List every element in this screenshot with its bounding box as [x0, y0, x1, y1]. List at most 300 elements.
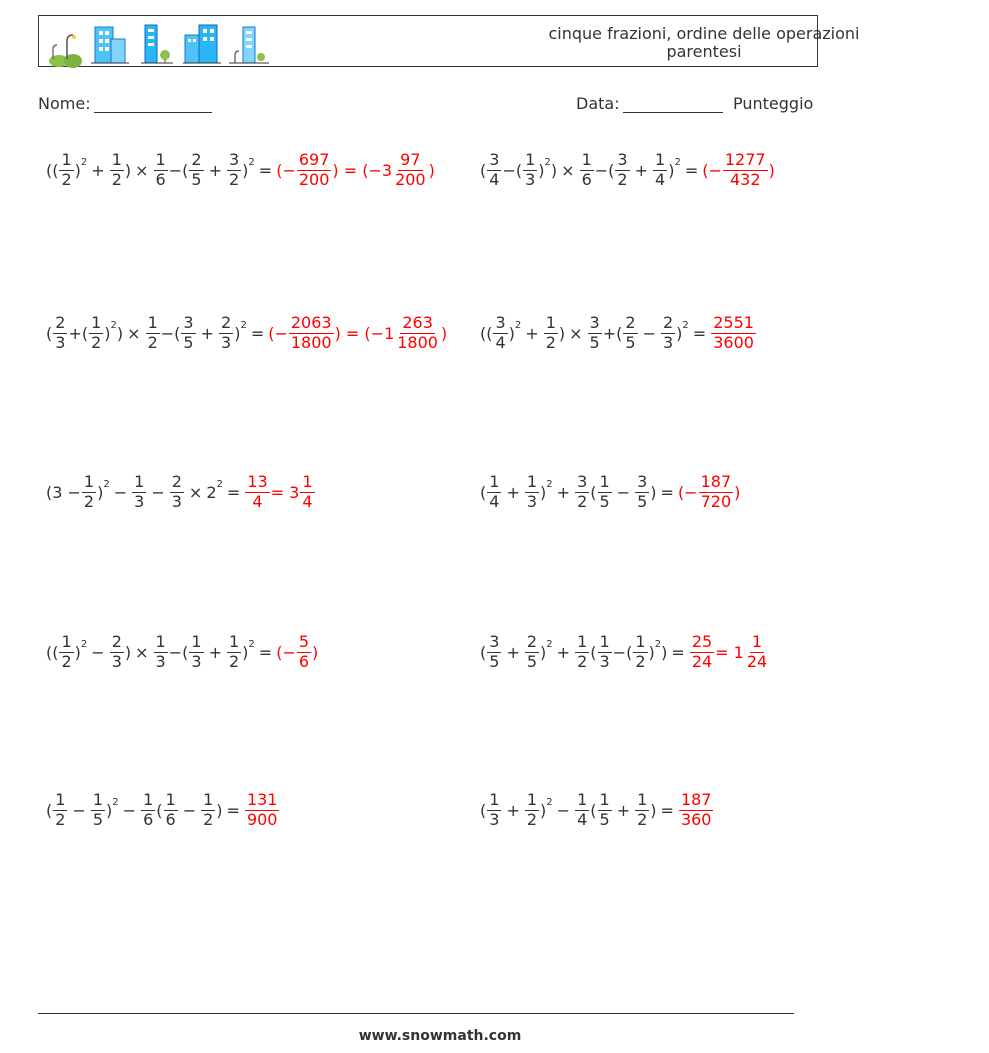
paren-text: −(: [168, 642, 189, 662]
numerator: 1: [599, 631, 610, 651]
paren-text: +(: [68, 323, 89, 343]
denominator: 2: [545, 332, 556, 352]
fraction: [297, 149, 332, 189]
paren-text: ): [106, 800, 113, 820]
numerator: 2: [111, 631, 122, 651]
paren-text: (: [46, 800, 53, 820]
paren-text: ): [74, 160, 81, 180]
numerator: 1: [302, 471, 313, 491]
paren-text: −(: [612, 642, 633, 662]
denominator: 6: [155, 169, 166, 189]
denominator: 4: [577, 809, 588, 829]
paren-text: ): [550, 160, 558, 180]
name-label: Nome:: [38, 94, 91, 113]
exponent: 2: [674, 156, 681, 168]
operator: −: [72, 800, 86, 820]
exponent: 2: [654, 638, 662, 650]
answer-text: ): [428, 160, 435, 180]
paren-text: −(: [594, 160, 615, 180]
numerator: 2: [625, 312, 636, 332]
fraction: [635, 789, 649, 829]
numerator: 1: [489, 471, 500, 491]
fraction: [487, 471, 501, 511]
numerator: 1: [83, 471, 95, 491]
answer: [677, 471, 741, 511]
numerator: 3: [489, 149, 500, 169]
numerator: 1: [203, 789, 214, 809]
paren-text: (: [480, 160, 487, 180]
answer: [244, 789, 281, 829]
fraction: [575, 789, 589, 829]
paren-text: (: [590, 642, 597, 662]
operator: =: [226, 800, 240, 820]
exponent: 2: [546, 796, 553, 808]
paren-text: −(: [502, 160, 523, 180]
fraction: [661, 312, 675, 352]
paren-text: ): [242, 160, 249, 180]
numerator: 1: [751, 631, 763, 651]
numerator: 187: [680, 789, 712, 809]
fraction: [53, 789, 67, 829]
math-problem: [46, 622, 318, 682]
denominator: 2: [111, 169, 122, 189]
paren-text: (: [590, 800, 597, 820]
fraction: [132, 471, 146, 511]
math-problem: [46, 780, 280, 840]
fraction: [487, 631, 501, 671]
denominator: 720: [700, 491, 732, 511]
paren-text: ): [676, 323, 683, 343]
denominator: 2: [228, 651, 240, 671]
answer-text: (−: [677, 482, 698, 502]
paren-text: (: [46, 323, 53, 343]
operator: +: [506, 482, 520, 502]
paren-text: ): [650, 800, 657, 820]
paren-text: ): [124, 160, 132, 180]
answer-text: (−: [276, 160, 296, 180]
denominator: 2: [203, 809, 214, 829]
paren-text: ): [116, 323, 124, 343]
math-problem: [46, 140, 435, 200]
numerator: 97: [400, 149, 421, 169]
paren-text: ((: [46, 642, 59, 662]
numerator: 1: [637, 789, 648, 809]
numerator: 1: [155, 149, 166, 169]
paren-text: ): [538, 160, 545, 180]
numerator: 1: [635, 631, 646, 651]
fraction: [598, 631, 612, 671]
numerator: 1: [581, 149, 592, 169]
operator: +: [616, 800, 631, 820]
fraction: [154, 631, 168, 671]
fraction: [623, 312, 637, 352]
denominator: 5: [92, 809, 104, 829]
denominator: 3: [191, 651, 202, 671]
math-problem: [480, 140, 775, 200]
operator: −: [182, 800, 197, 820]
denominator: 200: [395, 169, 426, 189]
numerator: 1: [525, 149, 536, 169]
math-problem: [480, 303, 757, 363]
numerator: 1277: [724, 149, 766, 169]
denominator: 3: [489, 809, 500, 829]
fraction: [141, 789, 155, 829]
footer-url: www.snowmath.com: [358, 1028, 522, 1044]
numerator: 2063: [290, 312, 332, 332]
denominator: 2: [61, 651, 72, 671]
numerator: 1: [599, 471, 610, 491]
paren-text: 2: [206, 482, 217, 502]
fraction: [525, 631, 539, 671]
paren-text: ): [97, 482, 104, 502]
fraction: [53, 312, 67, 352]
office-building-icon: [91, 21, 129, 65]
fraction: [544, 312, 558, 352]
math-problem: [480, 462, 740, 522]
fraction: [525, 471, 539, 511]
exponent: 2: [80, 156, 88, 168]
fraction: [615, 149, 629, 189]
denominator: 2: [55, 809, 66, 829]
denominator: 5: [589, 332, 600, 352]
paren-text: ): [558, 323, 566, 343]
operator: −: [642, 323, 656, 343]
fraction: [59, 631, 73, 671]
score-label: Punteggio: [733, 94, 814, 113]
fraction: [82, 471, 96, 511]
fraction: [110, 149, 124, 189]
denominator: 3: [111, 651, 122, 671]
paren-text: ((: [46, 160, 59, 180]
numerator: 1: [165, 789, 176, 809]
math-problem: [480, 780, 714, 840]
fraction: [598, 789, 612, 829]
fraction: [146, 312, 160, 352]
worksheet-header: [38, 15, 860, 67]
denominator: 4: [655, 169, 666, 189]
denominator: 3: [171, 491, 182, 511]
numerator: 3: [228, 149, 240, 169]
paren-text: (: [480, 482, 487, 502]
worksheet-title: [419, 25, 989, 61]
answer-text: ): [768, 160, 775, 180]
apartment-building-icon: [183, 21, 221, 65]
numerator: 1: [545, 312, 556, 332]
operator: =: [250, 323, 265, 343]
paren-text: (: [480, 642, 487, 662]
fraction: [201, 789, 215, 829]
math-problem: [46, 462, 316, 522]
numerator: 2551: [713, 312, 754, 332]
exponent: 2: [240, 319, 247, 331]
score-field: [733, 94, 813, 113]
numerator: 2: [191, 149, 202, 169]
paren-text: ): [540, 800, 547, 820]
paren-text: ): [124, 642, 132, 662]
math-problem: [46, 303, 447, 363]
numerator: 2: [55, 312, 66, 332]
fraction: [588, 312, 602, 352]
numerator: 1: [526, 789, 538, 809]
fraction: [580, 149, 594, 189]
paren-text: ): [661, 642, 668, 662]
numerator: 1: [147, 312, 158, 332]
paren-text: (: [480, 800, 487, 820]
paren-text: ((: [480, 323, 493, 343]
numerator: 3: [577, 471, 588, 491]
paren-text: (3 −: [46, 482, 81, 502]
operator: =: [671, 642, 685, 662]
operator: ×: [561, 160, 575, 180]
exponent: 2: [514, 319, 522, 331]
numerator: 3: [589, 312, 600, 332]
answer-text: ): [734, 482, 741, 502]
fraction: [723, 149, 768, 189]
answer-text: ) = (−1: [334, 323, 395, 343]
title-line-2: parentesi: [666, 42, 742, 61]
exponent: 2: [248, 638, 255, 650]
answer-text: (−: [276, 642, 296, 662]
fraction: [493, 312, 507, 352]
operator: −: [616, 482, 631, 502]
numerator: 3: [495, 312, 506, 332]
denominator: 1800: [397, 332, 438, 352]
fraction: [598, 471, 612, 511]
fraction: [289, 312, 334, 352]
fraction: [487, 149, 501, 189]
paren-text: ): [74, 642, 81, 662]
paren-text: −(: [160, 323, 181, 343]
denominator: 2: [228, 169, 240, 189]
denominator: 2: [635, 651, 646, 671]
answer: [276, 631, 319, 671]
paren-text: ): [216, 800, 223, 820]
operator: ×: [127, 323, 141, 343]
numerator: 1: [655, 149, 666, 169]
denominator: 360: [680, 809, 712, 829]
answer: [689, 631, 770, 671]
numerator: 1: [143, 789, 154, 809]
fraction: [653, 149, 667, 189]
denominator: 2: [577, 651, 588, 671]
denominator: 5: [637, 491, 648, 511]
name-blank: [94, 96, 212, 113]
paren-text: ): [234, 323, 241, 343]
fraction: [635, 471, 649, 511]
denominator: 3: [526, 491, 538, 511]
tower-lamp-icon: [229, 21, 269, 65]
fraction: [297, 631, 311, 671]
denominator: 5: [489, 651, 500, 671]
operator: +: [634, 160, 648, 180]
denominator: 4: [489, 491, 500, 511]
exponent: 2: [682, 319, 689, 331]
denominator: 5: [599, 491, 610, 511]
tower-tree-icon: [141, 21, 173, 65]
paren-text: −(: [168, 160, 189, 180]
fraction: [393, 149, 428, 189]
operator: +: [91, 160, 105, 180]
answer: [678, 789, 715, 829]
numerator: 1: [191, 631, 202, 651]
denominator: 24: [691, 651, 713, 671]
numerator: 1: [134, 471, 145, 491]
fraction: [575, 471, 589, 511]
date-blank: [623, 96, 723, 113]
fraction: [227, 149, 241, 189]
denominator: 432: [729, 169, 761, 189]
numerator: 1: [55, 789, 66, 809]
operator: =: [226, 482, 241, 502]
paren-text: ): [508, 323, 515, 343]
date-field: [576, 94, 723, 113]
operator: +: [208, 160, 222, 180]
paren-text: ): [540, 642, 547, 662]
denominator: 5: [625, 332, 636, 352]
answer-text: (−: [268, 323, 288, 343]
operator: ×: [188, 482, 203, 502]
answer: [244, 471, 315, 511]
answer: [702, 149, 775, 189]
denominator: 6: [143, 809, 154, 829]
denominator: 4: [252, 491, 263, 511]
numerator: 1: [577, 789, 588, 809]
fraction: [189, 149, 203, 189]
denominator: 5: [183, 332, 194, 352]
numerator: 1: [228, 631, 240, 651]
denominator: 5: [599, 809, 610, 829]
operator: =: [692, 323, 707, 343]
operator: −: [113, 482, 128, 502]
fraction: [91, 789, 105, 829]
numerator: 1: [61, 631, 72, 651]
paren-text: (: [156, 800, 163, 820]
answer-text: = 1: [715, 642, 744, 662]
fraction: [227, 631, 241, 671]
operator: −: [556, 800, 571, 820]
operator: ×: [135, 160, 149, 180]
exponent: 2: [544, 156, 551, 168]
fraction: [711, 312, 756, 352]
exponent: 2: [248, 156, 255, 168]
footer-divider: [38, 1013, 794, 1014]
numerator: 5: [298, 631, 310, 651]
fraction: [154, 149, 168, 189]
denominator: 2: [61, 169, 72, 189]
denominator: 4: [302, 491, 313, 511]
numerator: 1: [577, 631, 588, 651]
fraction: [745, 631, 769, 671]
denominator: 1800: [290, 332, 332, 352]
fraction: [181, 312, 195, 352]
denominator: 3600: [713, 332, 754, 352]
fraction: [89, 312, 103, 352]
numerator: 1: [61, 149, 72, 169]
numerator: 2: [171, 471, 182, 491]
numerator: 187: [700, 471, 732, 491]
fraction: [487, 789, 501, 829]
fraction: [245, 789, 280, 829]
denominator: 5: [191, 169, 202, 189]
numerator: 1: [155, 631, 166, 651]
numerator: 25: [691, 631, 713, 651]
answer-text: = 3: [270, 482, 300, 502]
denominator: 2: [526, 809, 538, 829]
operator: =: [258, 160, 273, 180]
exponent: 2: [546, 638, 553, 650]
numerator: 2: [221, 312, 232, 332]
numerator: 2: [526, 631, 538, 651]
paren-text: ): [668, 160, 675, 180]
denominator: 2: [617, 169, 628, 189]
fraction: [690, 631, 714, 671]
answer-text: ): [440, 323, 448, 343]
math-problem: [480, 622, 770, 682]
answer: [710, 312, 757, 352]
exponent: 2: [103, 478, 110, 490]
fraction: [395, 312, 440, 352]
denominator: 3: [599, 651, 610, 671]
title-line-1: cinque frazioni, ordine delle operazioni: [548, 24, 860, 43]
numerator: 1: [91, 312, 102, 332]
denominator: 3: [134, 491, 145, 511]
denominator: 900: [246, 809, 278, 829]
operator: ×: [569, 323, 583, 343]
fraction: [170, 471, 184, 511]
numerator: 2: [662, 312, 674, 332]
numerator: 3: [183, 312, 194, 332]
paren-text: ): [650, 482, 657, 502]
operator: +: [556, 642, 571, 662]
operator: =: [684, 160, 699, 180]
operator: +: [200, 323, 214, 343]
exponent: 2: [112, 796, 119, 808]
numerator: 263: [402, 312, 433, 332]
fraction: [59, 149, 73, 189]
operator: −: [151, 482, 165, 502]
denominator: 2: [147, 332, 158, 352]
fraction: [164, 789, 178, 829]
paren-text: ): [104, 323, 111, 343]
exponent: 2: [110, 319, 117, 331]
denominator: 6: [298, 651, 310, 671]
answer-text: ) = (−3: [332, 160, 393, 180]
fraction: [679, 789, 714, 829]
numerator: 1: [489, 789, 500, 809]
numerator: 697: [298, 149, 330, 169]
denominator: 3: [525, 169, 536, 189]
operator: +: [208, 642, 222, 662]
operator: −: [91, 642, 105, 662]
operator: ×: [135, 642, 149, 662]
fraction: [699, 471, 734, 511]
denominator: 3: [155, 651, 166, 671]
fraction: [523, 149, 537, 189]
numerator: 1: [526, 471, 538, 491]
fraction: [245, 471, 269, 511]
fraction: [219, 312, 233, 352]
fraction: [575, 631, 589, 671]
numerator: 3: [489, 631, 500, 651]
operator: −: [122, 800, 137, 820]
fraction: [300, 471, 314, 511]
lamp-park-icon: [45, 21, 85, 65]
answer-text: (−: [702, 160, 722, 180]
answer: [268, 312, 448, 352]
numerator: 1: [599, 789, 610, 809]
fraction: [525, 789, 539, 829]
paren-text: +(: [602, 323, 623, 343]
